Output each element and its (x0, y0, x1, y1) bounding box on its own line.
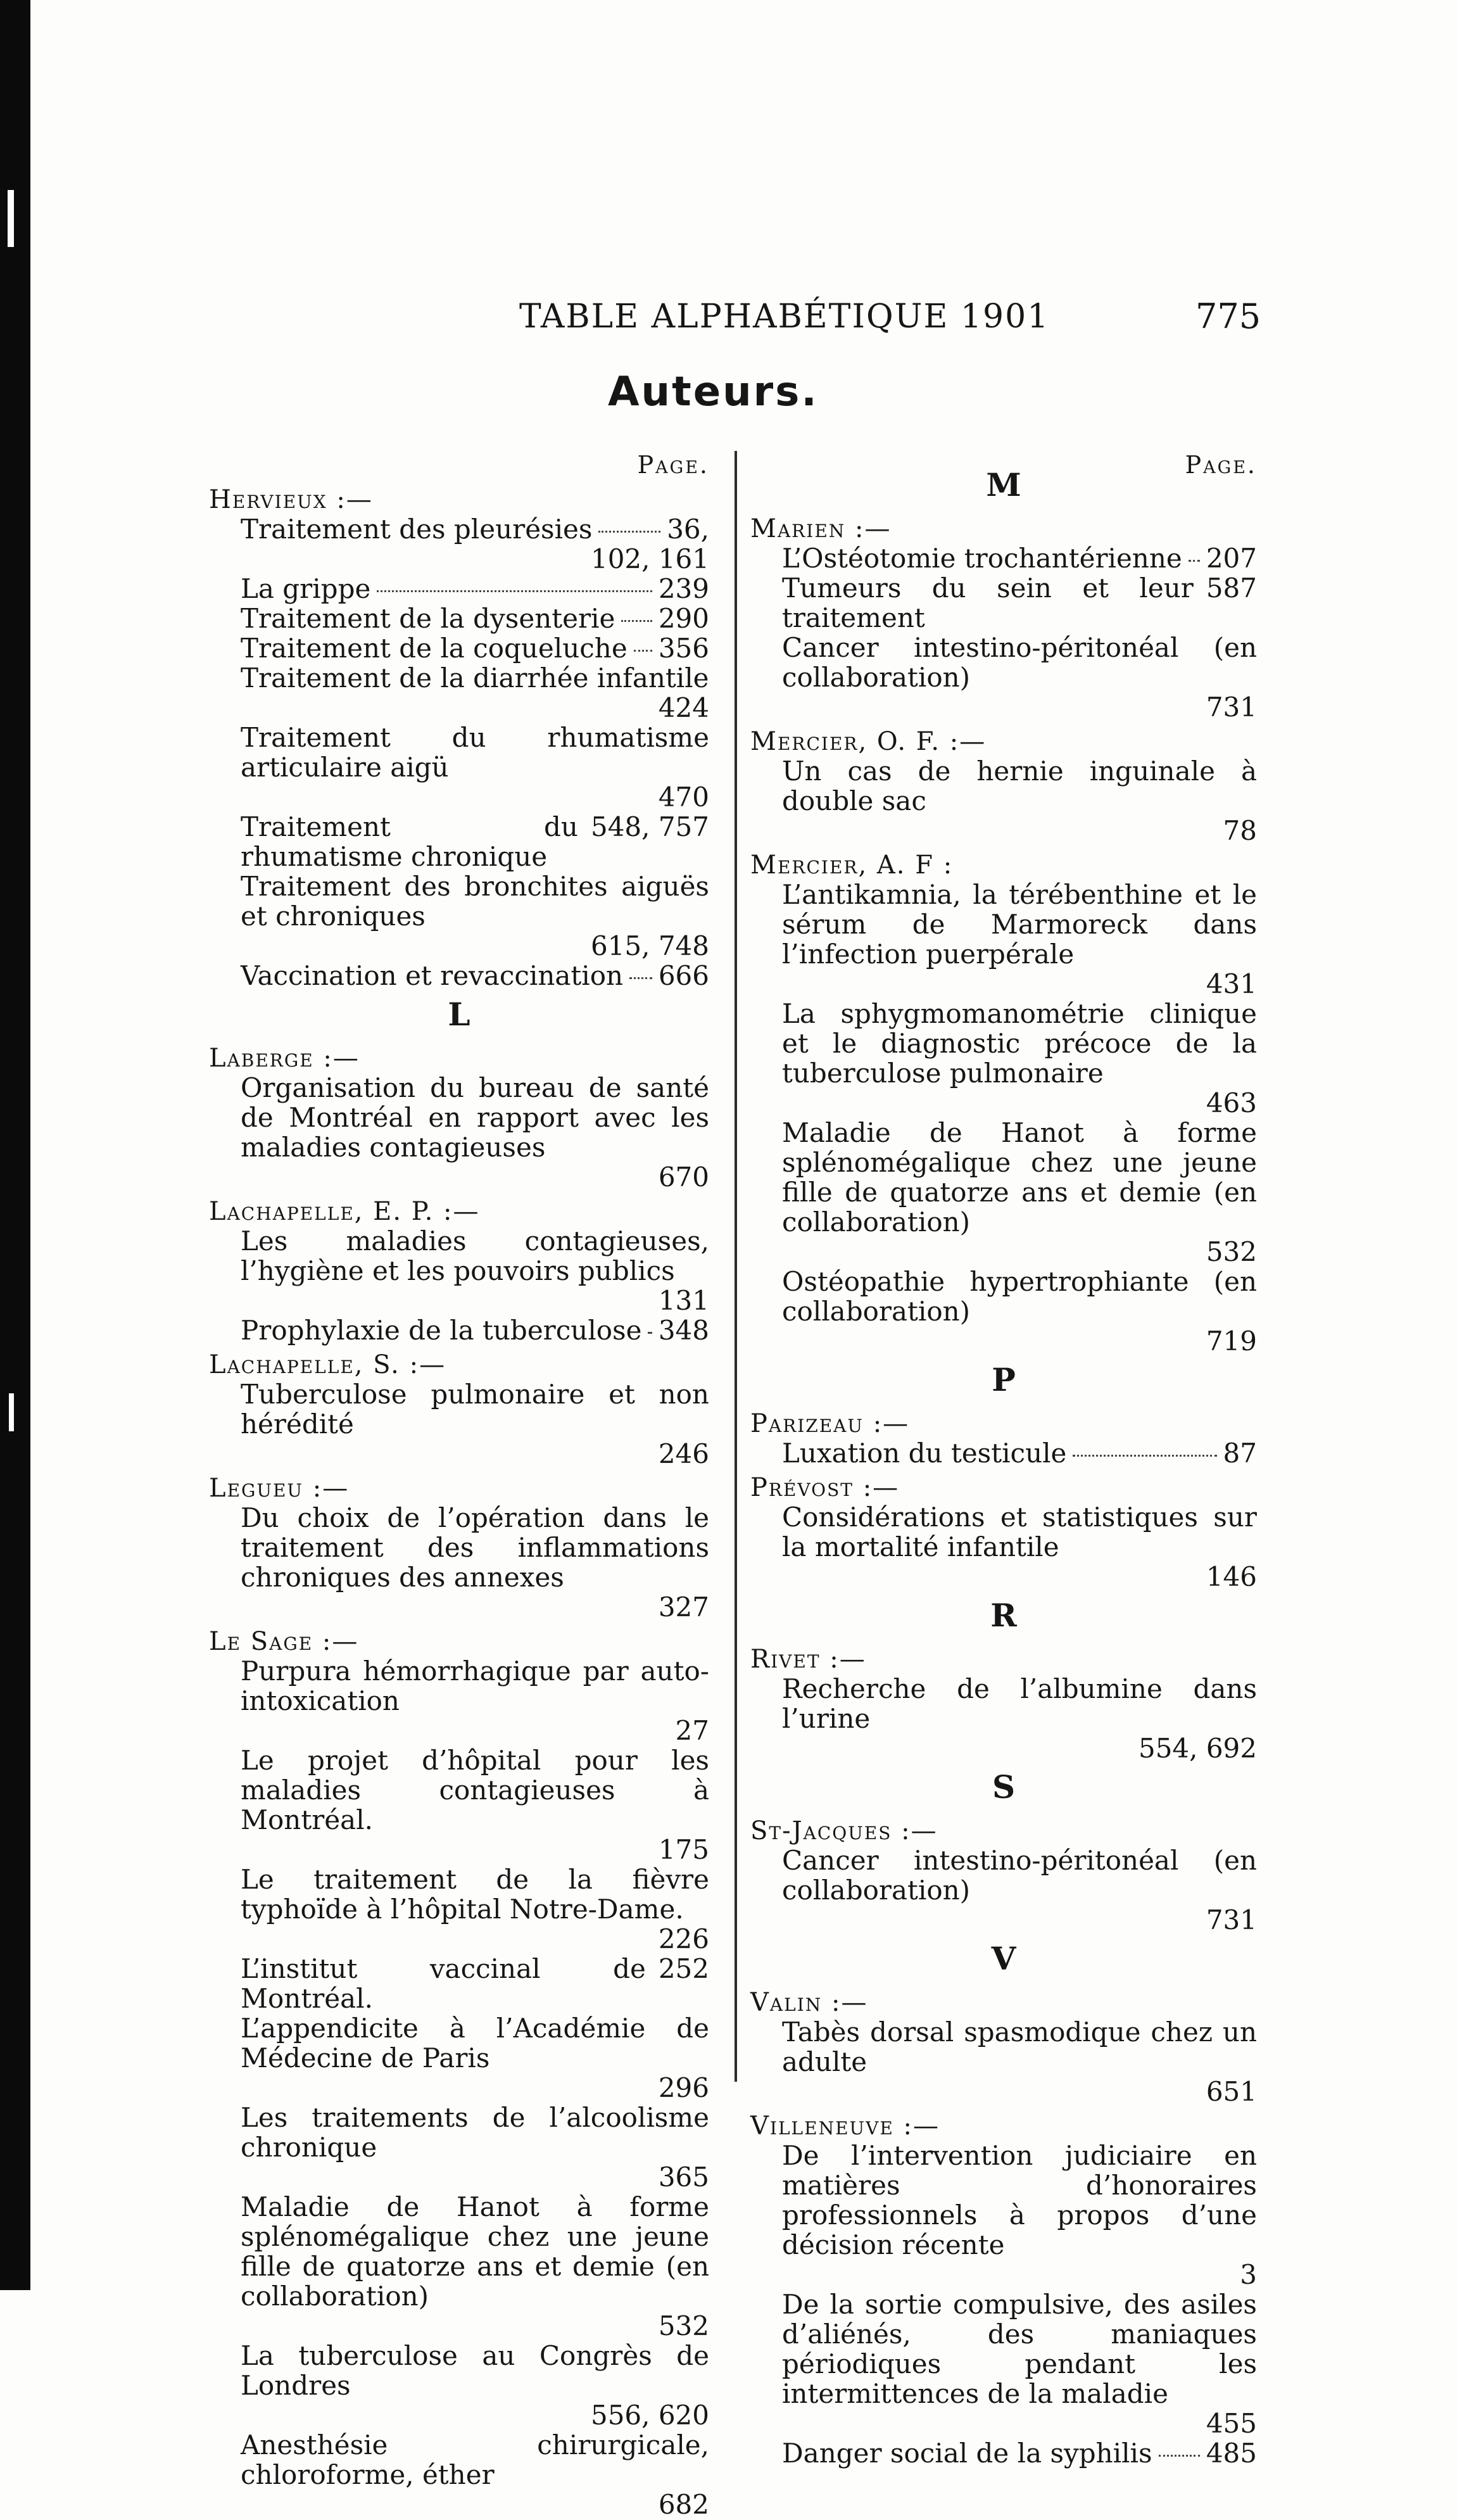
index-entry (241, 1745, 709, 1865)
page-column-label: Page. (637, 451, 709, 479)
entry-pages: 532 (658, 2310, 709, 2341)
index-entry (782, 999, 1257, 1118)
index-entry (782, 2141, 1257, 2289)
entry-pages: 356 (658, 633, 709, 664)
index-entry (241, 2103, 709, 2192)
entry-pages: 548, 757 (590, 811, 709, 842)
entry-title: Tumeurs du sein et leur traitement (782, 573, 1194, 633)
entry-title: Vaccination et revaccination (241, 960, 624, 991)
entry-title: Danger social de la syphilis (782, 2438, 1152, 2469)
entry-title: Prophylaxie de la tuberculose (241, 1315, 642, 1346)
entry-pages: 485 (1206, 2438, 1257, 2469)
page-column-label: Page. (1185, 451, 1257, 479)
letter-heading: L (448, 996, 470, 1033)
entry-pages: 424 (658, 692, 709, 723)
entry-title: Maladie de Hanot à forme splénomégalique chez une jeune fille de quatorze ans et demie (en collaboration) (782, 1117, 1257, 1238)
scan-edge-gap (9, 1393, 14, 1431)
page-number: 775 (1195, 296, 1261, 336)
entry-title: Traitement de la coqueluche (241, 633, 628, 664)
entry-title: La tuberculose au Congrès de Londres (241, 2340, 709, 2401)
author-name: Prévost :— (750, 1473, 900, 1502)
entry-pages: 455 (1206, 2408, 1257, 2439)
index-entry (782, 543, 1257, 573)
entry-pages: 102, 161 (590, 543, 709, 574)
entry-title: Ostéopathie hypertrophiante (en collaboration) (782, 1266, 1257, 1327)
index-entry (241, 1315, 709, 1345)
entry-title: L’appendicite à l’Académie de Médecine de Paris (241, 2013, 709, 2074)
index-entry (241, 961, 709, 991)
scan-edge-gap (8, 190, 14, 247)
author-name: Laberge :— (209, 1044, 360, 1073)
entry-title: Tabès dorsal spasmodique chez un adulte (782, 2017, 1257, 2077)
entry-pages: 731 (1206, 1904, 1257, 1935)
author-name: Le Sage :— (209, 1627, 359, 1656)
dot-leader (648, 1332, 652, 1334)
left-column (209, 450, 709, 2519)
dot-leader (598, 531, 660, 533)
entry-title: Le projet d’hôpital pour les maladies contagieuses à Montréal. (241, 1745, 709, 1835)
author-name: Villeneuve :— (750, 2112, 940, 2141)
author-name: Legueu :— (209, 1474, 350, 1503)
letter-heading: P (992, 1361, 1016, 1398)
entry-title: Traitement de la dysenterie (241, 603, 615, 634)
letter-heading: S (992, 1768, 1016, 1806)
entry-title: L’antikamnia, la térébenthine et le sérum de Marmoreck dans l’infection puerpérale (782, 879, 1257, 970)
entry-title: Anesthésie chirurgicale, chloroforme, éther (241, 2429, 709, 2490)
entry-pages: 226 (658, 1923, 709, 1954)
entry-pages: 207 (1206, 543, 1257, 574)
index-entry (241, 1656, 709, 1745)
entry-pages: 615, 748 (590, 930, 709, 961)
index-entry (241, 1073, 709, 1192)
index-entry (241, 544, 709, 574)
author-name: Mercier, A. F : (750, 851, 954, 880)
entry-title: L’Ostéotomie trochantérienne (782, 543, 1182, 574)
entry-pages: 431 (1206, 968, 1257, 999)
entry-title: La grippe (241, 573, 371, 604)
index-entry (241, 812, 709, 871)
entry-title: Maladie de Hanot à forme splénomégalique chez une jeune fille de quatorze ans et demie (en collaboration) (241, 2191, 709, 2312)
entry-pages: 131 (658, 1285, 709, 1316)
index-entry (241, 514, 709, 544)
entry-pages: 731 (1206, 692, 1257, 723)
entry-pages: 587 (1206, 573, 1257, 604)
index-entry (782, 1118, 1257, 1267)
entry-title: Les maladies contagieuses, l’hygiène et les pouvoirs publics (241, 1225, 709, 1286)
dot-leader (1159, 2455, 1200, 2457)
entry-pages: 348 (658, 1315, 709, 1346)
entry-title: La sphygmomanométrie clinique et le diagnostic précoce de la tuberculose pulmonaire (782, 998, 1257, 1089)
entry-title: Traitement du rhumatisme articulaire aigü (241, 722, 709, 783)
entry-pages: 36, (667, 514, 709, 545)
entry-title: Considérations et statistiques sur la mortalité infantile (782, 1502, 1257, 1562)
dot-leader (634, 650, 652, 652)
column-divider (735, 451, 737, 2082)
entry-pages: 682 (658, 2489, 709, 2520)
entry-pages: 252 (658, 1953, 709, 1984)
entry-pages: 670 (658, 1162, 709, 1193)
entry-title: Recherche de l’albumine dans l’urine (782, 1673, 1257, 1734)
index-entry (241, 2192, 709, 2341)
author-name: Hervieux :— (209, 485, 373, 514)
scan-edge (0, 0, 30, 2290)
entry-pages: 666 (658, 960, 709, 991)
entry-title: Tuberculose pulmonaire et non hérédité (241, 1379, 709, 1440)
entry-pages: 365 (658, 2162, 709, 2193)
author-name: Lachapelle, S. :— (209, 1350, 446, 1379)
entry-pages: 87 (1223, 1438, 1257, 1469)
index-entry (782, 756, 1257, 845)
entry-title: Du choix de l’opération dans le traitement des inflammations chroniques des annexes (241, 1502, 709, 1593)
entry-pages: 239 (658, 573, 709, 604)
letter-heading: V (991, 1940, 1016, 1977)
index-entry (782, 1438, 1257, 1468)
index-entry (241, 633, 709, 663)
index-entry (241, 1226, 709, 1315)
entry-title: De la sortie compulsive, des asiles d’aliénés, des maniaques périodiques pendant les intermittences de la maladie (782, 2289, 1257, 2409)
entry-title: Traitement des pleurésies (241, 514, 593, 545)
entry-pages: 719 (1206, 1326, 1257, 1357)
entry-pages: 296 (658, 2072, 709, 2103)
entry-pages: 3 (1240, 2259, 1257, 2290)
index-entry (241, 1379, 709, 1469)
entry-title: L’institut vaccinal de Montréal. (241, 1953, 646, 2014)
index-entry (782, 2289, 1257, 2438)
entry-pages: 463 (1206, 1087, 1257, 1118)
entry-pages: 146 (1206, 1561, 1257, 1592)
index-entry (241, 871, 709, 961)
entry-pages: 470 (658, 782, 709, 813)
index-entry (241, 1865, 709, 1954)
entry-title: Les traitements de l’alcoolisme chronique (241, 2102, 709, 2163)
entry-pages: 651 (1206, 2076, 1257, 2107)
index-entry (782, 1846, 1257, 1935)
entry-title: Purpura hémorrhagique par auto-intoxication (241, 1656, 709, 1716)
author-name: Parizeau :— (750, 1409, 910, 1438)
entry-title: Cancer intestino-péritonéal (en collaboration) (782, 632, 1257, 693)
dot-leader (621, 620, 652, 622)
index-entry (241, 604, 709, 633)
author-name: Mercier, O. F. :— (750, 727, 987, 756)
entry-title: Traitement des bronchites aiguës et chroniques (241, 871, 709, 932)
index-entry (782, 2017, 1257, 2106)
entry-title: Traitement du rhumatisme chronique (241, 811, 578, 872)
index-entry (241, 663, 709, 723)
index-entry (782, 2438, 1257, 2468)
index-entry (782, 1674, 1257, 1763)
author-name: Lachapelle, E. P. :— (209, 1197, 480, 1226)
entry-pages: 532 (1206, 1236, 1257, 1267)
entry-pages: 554, 692 (1138, 1733, 1257, 1764)
author-name: Valin :— (750, 1988, 868, 2017)
entry-pages: 327 (658, 1592, 709, 1623)
entry-title: Le traitement de la fièvre typhoïde à l’hôpital Notre-Dame. (241, 1864, 709, 1925)
author-name: Marien :— (750, 514, 892, 543)
entry-pages: 175 (658, 1834, 709, 1865)
section-title: Auteurs. (608, 369, 819, 415)
entry-pages: 27 (675, 1715, 709, 1746)
entry-title: Luxation du testicule (782, 1438, 1067, 1469)
index-entry (241, 1503, 709, 1622)
index-entry (782, 573, 1257, 633)
index-entry (241, 2430, 709, 2519)
letter-heading: R (990, 1597, 1017, 1634)
entry-title: Traitement de la diarrhée infantile (241, 662, 709, 693)
entry-title: De l’intervention judiciaire en matières d’honoraires professionnels à propos d’une décision récente (782, 2140, 1257, 2260)
index-entry (241, 2013, 709, 2103)
index-entry (782, 1267, 1257, 1356)
dot-leader (1073, 1455, 1216, 1457)
letter-heading: M (986, 466, 1021, 503)
index-entry (241, 2341, 709, 2430)
dot-leader (1189, 560, 1200, 562)
entry-title: Cancer intestino-péritonéal (en collaboration) (782, 1845, 1257, 1906)
index-entry (241, 723, 709, 812)
index-entry (782, 880, 1257, 999)
index-entry (241, 1954, 709, 2013)
index-entry (241, 574, 709, 604)
entry-pages: 290 (658, 603, 709, 634)
entry-pages: 78 (1223, 815, 1257, 846)
entry-pages: 556, 620 (590, 2400, 709, 2431)
index-entry (782, 633, 1257, 722)
dot-leader (629, 977, 652, 979)
entry-title: Organisation du bureau de santé de Montréal en rapport avec les maladies contagieuses (241, 1072, 709, 1163)
author-name: Rivet :— (750, 1645, 866, 1674)
right-column (750, 450, 1257, 2468)
entry-title: Un cas de hernie inguinale à double sac (782, 756, 1257, 816)
index-entry (782, 1502, 1257, 1592)
entry-pages: 246 (658, 1438, 709, 1469)
dot-leader (377, 590, 652, 592)
author-name: St-Jacques :— (750, 1816, 938, 1846)
running-head-title: TABLE ALPHABÉTIQUE 1901 (519, 298, 1050, 336)
